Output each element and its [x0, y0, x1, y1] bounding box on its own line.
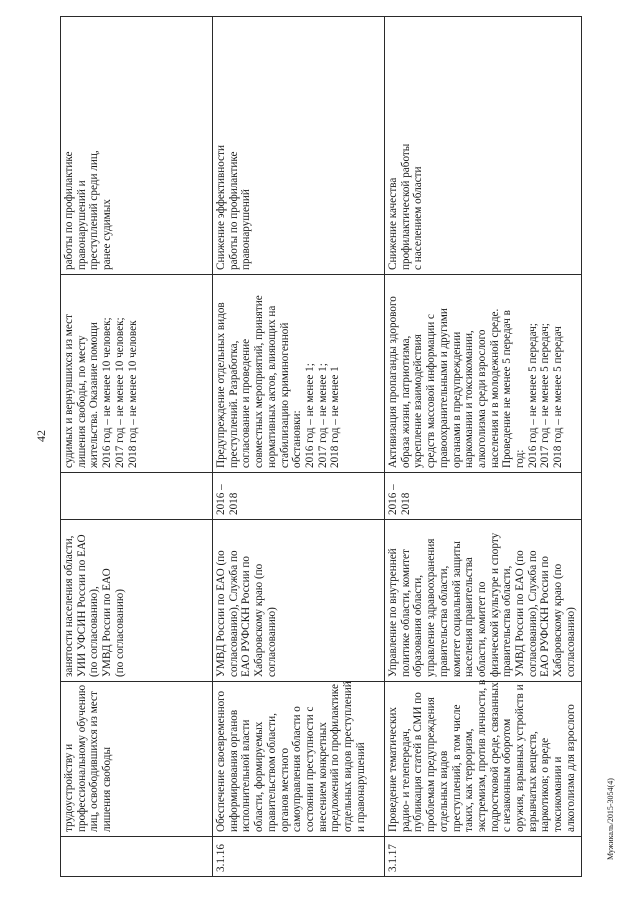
- cell-line: Обеспечение своевременного: [215, 690, 227, 832]
- cell-line: токсикомании и: [552, 756, 565, 832]
- cell-line: жительства. Оказание помощи: [88, 322, 101, 468]
- cell-line: взрывчатых веществ,: [526, 731, 539, 832]
- cell-line: образа жизни, патриотизма,: [399, 335, 412, 468]
- cell-line: подростковой среде, связанных: [488, 682, 501, 832]
- cell-result: [61, 17, 213, 275]
- cell-event: [213, 682, 385, 837]
- cell-period: 2016 – 2018: [213, 473, 385, 520]
- cell-line: стабилизацию криминогенной: [278, 322, 291, 468]
- cell-line: трудоустройству и: [63, 743, 75, 832]
- cell-line: органами в предупреждении: [450, 331, 463, 468]
- cell-line: оружия, взрывных устройств и: [514, 684, 527, 832]
- cell-line: алкоголизма среди взрослого: [475, 329, 488, 468]
- rotated-table-container: [60, 17, 581, 877]
- cell-number: 3.1.17: [385, 837, 582, 877]
- cell-line: судимых и вернувшихся из мест: [63, 314, 75, 468]
- cell-line: с незаконным оборотом: [501, 718, 514, 832]
- cell-line: области, комитет по: [475, 581, 488, 677]
- cell-line: проблемам предупреждения: [425, 697, 438, 832]
- cell-line: преступлений, в том числе: [450, 704, 463, 832]
- cell-line: преступлений среди лиц,: [88, 150, 101, 270]
- document-id: Мужикаль/2015-3054(4): [606, 778, 615, 860]
- cell-line: согласованию), Служба по: [227, 550, 240, 677]
- cell-line: согласованию), Служба по: [526, 550, 539, 677]
- cell-line: 2016 год – не менее 10 человек;: [101, 317, 114, 468]
- cell-line: средств массовой информации с: [425, 313, 438, 468]
- cell-line: таких, как терроризм,: [463, 728, 476, 832]
- cell-line: 2017 год – не менее 5 передач;: [539, 323, 552, 468]
- cell-line: экстремизм, против личности, в: [475, 679, 488, 832]
- cell-line: профессиональному обучению: [75, 684, 88, 832]
- cell-line: отдельных видов: [437, 750, 450, 832]
- cell-line: правоохранительными и другими: [437, 308, 450, 468]
- cell-line: год:: [514, 449, 527, 468]
- cell-number: 3.1.16: [213, 837, 385, 877]
- cell-line: 2017 год – не менее 1;: [316, 363, 329, 468]
- cell-line: работы по профилактике: [63, 151, 75, 270]
- cell-line: согласованию): [564, 607, 577, 677]
- cell-line: наркотиков; о вреде: [539, 737, 552, 832]
- cell-line: Хабаровскому краю (по: [552, 563, 565, 677]
- cell-line: 2018 год – не менее 1: [329, 366, 342, 468]
- table-row: [385, 17, 582, 877]
- cell-line: Проведение не менее 5 передач в: [501, 310, 514, 468]
- cell-line: населения правительства: [463, 557, 476, 677]
- cell-line: Хабаровскому краю (по: [253, 563, 266, 677]
- cell-line: обстановки:: [291, 410, 304, 468]
- cell-line: информирования органов: [227, 709, 240, 832]
- cell-line: УМВД России по ЕАО (по: [215, 550, 227, 677]
- cell-line: УМВД России по ЕАО (по: [514, 550, 527, 677]
- cell-line: и правонарушений: [354, 742, 367, 832]
- cell-line: внесением конкретных: [316, 722, 329, 832]
- cell-line: УМВД России по ЕАО: [101, 568, 114, 677]
- cell-line: правонарушений и: [75, 180, 88, 270]
- cell-line: Предупреждение отдельных видов: [215, 302, 227, 468]
- measures-table: [60, 16, 582, 877]
- cell-line: укрепление взаимодействия: [412, 334, 425, 468]
- cell-line: физической культуре и спорту: [488, 532, 501, 677]
- cell-line: ЕАО РУФСКН России по: [240, 555, 253, 677]
- cell-line: радио- и телепередач,: [399, 728, 412, 832]
- table-body: [61, 17, 582, 877]
- cell-event: [385, 679, 582, 837]
- cell-line: состоянии преступности с: [303, 706, 316, 832]
- cell-line: работы по профилактике: [227, 151, 240, 270]
- cell-line: наркомании и токсикомании,: [463, 330, 476, 468]
- cell-line: Управление по внутренней: [387, 548, 399, 677]
- cell-line: алкоголизма для взрослого: [564, 704, 577, 832]
- cell-line: 2018 год – не менее 5 передач: [552, 326, 565, 468]
- cell-line: Активизация пропаганды здорового: [387, 296, 399, 468]
- cell-line: лиц, освободившихся из мест: [88, 691, 101, 832]
- cell-line: правительства области,: [501, 565, 514, 677]
- cell-line: 2016 год – не менее 5 передач;: [526, 323, 539, 468]
- cell-line: правительством области,: [265, 713, 278, 832]
- table-row: [213, 17, 385, 877]
- cell-line: Проведение тематических: [387, 707, 399, 832]
- cell-line: публикация статей в СМИ по: [412, 692, 425, 832]
- cell-line: (по согласованию): [113, 589, 126, 677]
- cell-line: 2018 год – не менее 10 человек: [126, 320, 139, 468]
- cell-line: Снижение эффективности: [215, 144, 227, 270]
- cell-line: Снижение качества: [387, 177, 399, 270]
- cell-line: правонарушений: [240, 189, 253, 270]
- cell-number: [61, 837, 213, 877]
- cell-line: совместных мероприятий, принятие: [253, 295, 266, 468]
- cell-line: согласование и проведение: [240, 338, 253, 468]
- cell-indicators: [213, 275, 385, 473]
- cell-line: (по согласованию),: [88, 586, 101, 677]
- cell-line: правительства области,: [437, 565, 450, 677]
- table-row: [61, 17, 213, 877]
- cell-event: [61, 682, 213, 837]
- cell-line: области, формируемых: [253, 721, 266, 832]
- cell-line: преступлений. Разработка,: [227, 340, 240, 468]
- cell-line: самоуправления области о: [291, 706, 304, 832]
- cell-result: [385, 17, 582, 275]
- cell-line: политике области, комитет: [399, 549, 412, 677]
- cell-executors: [385, 520, 582, 682]
- cell-indicators: [61, 275, 213, 473]
- page-number: 42: [34, 430, 48, 442]
- cell-line: ЕАО РУФСКН России по: [539, 555, 552, 677]
- cell-line: занятости населения области,: [63, 535, 75, 677]
- cell-line: исполнительной власти: [240, 719, 253, 832]
- cell-result: [213, 17, 385, 275]
- cell-line: лишения свободы: [101, 746, 114, 832]
- cell-line: лишения свободы, по месту: [75, 335, 88, 468]
- cell-line: нормативных актов, влияющих на: [265, 305, 278, 468]
- cell-line: 2017 год – не менее 10 человек;: [113, 317, 126, 468]
- cell-line: профилактической работы: [399, 143, 412, 270]
- cell-line: с населением области: [412, 166, 425, 270]
- cell-line: УИИ УФСИН России по ЕАО: [75, 534, 88, 677]
- cell-line: 2016 год – не менее 1;: [303, 363, 316, 468]
- cell-executors: [213, 520, 385, 682]
- cell-period: [61, 473, 213, 520]
- cell-indicators: [385, 275, 582, 473]
- cell-line: ранее судимых: [101, 199, 114, 270]
- cell-period: 2016 – 2018: [385, 473, 582, 520]
- cell-line: населения и в молодежной среде.: [488, 308, 501, 468]
- cell-line: отдельных видов преступлений: [342, 681, 355, 832]
- cell-line: комитет социальной защиты: [450, 541, 463, 677]
- cell-line: органов местного: [278, 747, 291, 832]
- cell-line: управление здравоохранения: [425, 538, 438, 677]
- cell-line: согласованию): [265, 607, 278, 677]
- cell-line: предложений по профилактике: [329, 684, 342, 832]
- cell-line: образования области,: [412, 574, 425, 677]
- cell-executors: [61, 520, 213, 682]
